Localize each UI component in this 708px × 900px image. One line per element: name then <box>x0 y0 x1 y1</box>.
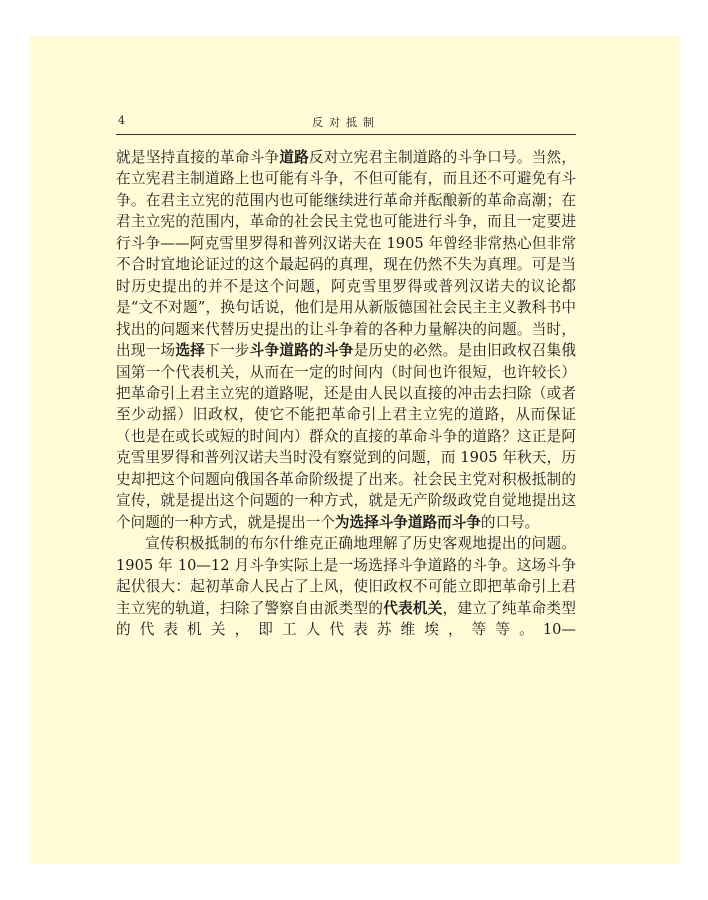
text-run: 就是坚持直接的革命斗争 <box>116 149 280 166</box>
page-header <box>116 114 576 134</box>
header-rule <box>116 134 576 135</box>
emphasis-text: 为选择斗争道路而斗争 <box>334 513 481 531</box>
emphasis-text: 代表机关 <box>383 599 443 617</box>
text-run: 下一步 <box>205 342 250 360</box>
emphasis-text: 选择 <box>175 342 206 360</box>
text-run: 宣传积极抵制的布尔什维克正确地理解了历史客观地提出的问题。1905 年 10—12 月斗争实际上是一场选择斗争道路的斗争。这场斗争起伏很大：起初革命人民占了上风，使旧政权不可能立即把革命引上君主立宪的轨道，扫除了警察自由派类型的 <box>116 535 576 617</box>
running-title: 反对抵制 <box>312 116 380 129</box>
text-run: 是历史的必然。是由旧政权召集俄国第一个代表机关，从而在一定的时间内（时间也许很短，也许较长）把革命引上君主立宪的道路呢，还是由人民以直接的冲击去扫除（或者至少动摇）旧政权，使它不能把革命引上君主立宪的道路，从而保证（也是在或长或短的时间内）群众的直接的革命斗争的道路？这正是阿克雪里罗得和普列汉诺夫当时没有察觉到的问题，而 1905 年秋天，历史却把这个问题向俄国各革命阶级提了出来。社会民主党对积极抵制的宣传，就是提出这个问题的一种方式，就是无产阶级政党自觉地提出这个问题的一种方式，就是提出一个 <box>116 342 576 531</box>
page-number: 4 <box>118 114 125 127</box>
body-text <box>116 147 576 640</box>
text-run: 反对立宪君主制道路的斗争口号。当然，在立宪君主制道路上也可能有斗争，不但可能有，而且还不可避免有斗争。在君主立宪的范围内也可能继续进行革命并酝酿新的革命高潮；在君主立宪的范围内，革命的社会民主党也可能进行斗争，而且一定要进行斗争——阿克雪里罗得和普列汉诺夫在 1905 年曾经非常热心但非常不合时宜地论证过的这个最起码的真理，现在仍然不失为真理。可是当时历史提出的并不是这个问题，阿克雪里罗得或普列汉诺夫的议论都是“文不对题”，换句话说，他们是用从新版德国社会民主主义教科书中找出的问题来代替历史提出的让斗争着的各种力量解决的问题。当时，出现一场 <box>116 149 576 360</box>
text-run: 的口号。 <box>480 513 540 531</box>
paragraph-2 <box>116 533 576 640</box>
emphasis-text: 道路 <box>279 149 310 166</box>
emphasis-text: 斗争道路的斗争 <box>249 342 354 360</box>
text-run: ，建立了纯革命类型的代表机关，即工人代表苏维埃，等等。10— <box>116 599 576 638</box>
paragraph-1 <box>116 147 576 533</box>
